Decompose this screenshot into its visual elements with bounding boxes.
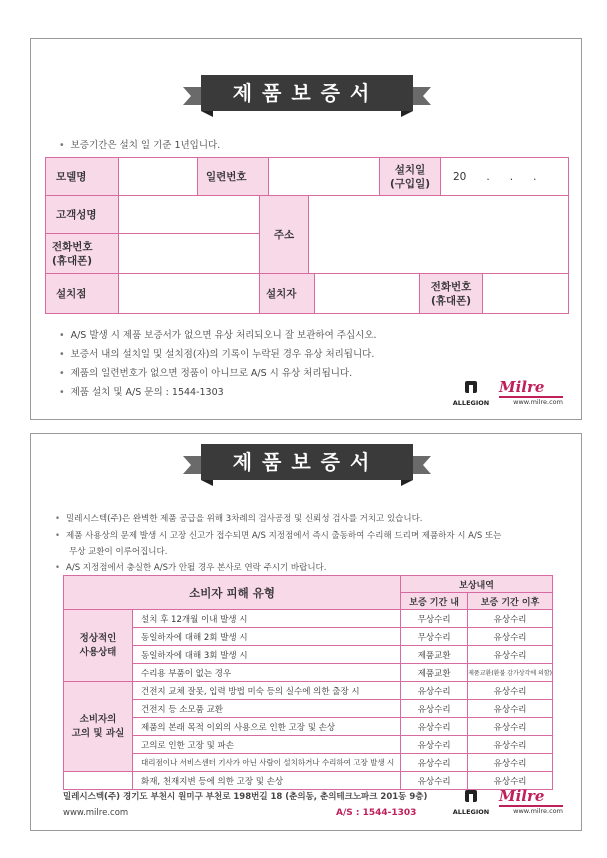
note-1: • A/S 발생 시 제품 보증서가 없으면 유상 처리되오니 잘 보관하여 주십시오.	[59, 327, 377, 341]
table-row-after: 유상수리	[468, 682, 553, 700]
company-url[interactable]: www.milre.com	[63, 808, 129, 818]
table-row-after: 유상수리	[468, 700, 553, 718]
table-row-within: 유상수리	[401, 754, 468, 772]
table-row-within: 무상수리	[401, 628, 468, 646]
serial-label: 일련번호	[198, 158, 269, 196]
phone-field[interactable]	[119, 234, 260, 274]
table-row-within: 유상수리	[401, 736, 468, 754]
model-field[interactable]	[119, 158, 198, 196]
model-label: 모델명	[46, 158, 119, 196]
allegion-icon	[462, 379, 480, 395]
table-row-after: 유상수리	[468, 628, 553, 646]
warranty-period-note: • 보증기간은 설치 일 기준 1년입니다.	[59, 137, 220, 151]
table-row-desc: 대리점이나 서비스센터 기사가 아닌 사람이 설치하거나 수리하여 고장 발생 시	[133, 754, 401, 772]
warranty-card-2	[30, 433, 582, 831]
customer-form	[45, 195, 569, 274]
registration-form	[45, 157, 569, 196]
allegion-logo: ALLEGION	[449, 379, 493, 407]
install-store-label: 설치점	[46, 274, 119, 314]
table-row-after: 유상수리	[468, 772, 553, 790]
warranty-card-1	[30, 38, 582, 420]
table-row-desc: 화재, 천재지변 등에 의한 고장 및 손상	[133, 772, 401, 790]
address-field[interactable]	[309, 196, 569, 274]
install-store-field[interactable]	[119, 274, 260, 314]
table-row-within: 제품교환	[401, 646, 468, 664]
installer-field[interactable]	[315, 274, 420, 314]
table-row-desc: 제품의 본래 목적 이외의 사용으로 인한 고장 및 손상	[133, 718, 401, 736]
install-date-field[interactable]: 20 . . .	[441, 158, 569, 196]
table-row-within: 무상수리	[401, 610, 468, 628]
milre-logo: Milre www.milre.com	[499, 787, 563, 815]
note-4: • 제품 설치 및 A/S 문의 : 1544-1303	[59, 384, 224, 398]
compensation-header: 보상내역	[401, 576, 553, 593]
serial-field[interactable]	[269, 158, 380, 196]
note-3: • A/S 지정점에서 충실한 A/S가 안될 경우 본사로 연락 주시기 바랍니다.	[55, 561, 326, 573]
allegion-logo: ALLEGION	[449, 788, 493, 816]
table-row-within: 유상수리	[401, 700, 468, 718]
table-row-within: 유상수리	[401, 718, 468, 736]
after-warranty-header: 보증 기간 이후	[468, 593, 553, 610]
table-row-desc: 동일하자에 대해 3회 발생 시	[133, 646, 401, 664]
as-phone: A/S : 1544-1303	[336, 808, 417, 818]
phone-label: 전화번호 (휴대폰)	[46, 234, 119, 274]
milre-logo: Milre www.milre.com	[499, 378, 563, 406]
group-normal-use: 정상적인 사용상태	[64, 610, 133, 682]
within-warranty-header: 보증 기간 내	[401, 593, 468, 610]
installer-phone-field[interactable]	[483, 274, 569, 314]
customer-name-field[interactable]	[119, 196, 260, 234]
table-row-after: 유상수리	[468, 610, 553, 628]
table-row-after: 유상수리	[468, 754, 553, 772]
installer-label: 설치자	[260, 274, 315, 314]
note-3: • 제품의 일련번호가 없으면 정품이 아니므로 A/S 시 유상 처리됩니다.	[59, 365, 352, 379]
card-title: 제품보증서	[232, 450, 380, 474]
table-row-within: 유상수리	[401, 682, 468, 700]
table-row-desc: 수리용 부품이 없는 경우	[133, 664, 401, 682]
table-row-desc: 고의로 인한 고장 및 파손	[133, 736, 401, 754]
table-row-after: 유상수리	[468, 718, 553, 736]
customer-name-label: 고객성명	[46, 196, 119, 234]
company-address: 밀레시스텍(주) 경기도 부천시 원미구 부천로 198번길 18 (춘의동, 춘의테크노파크 201동 9층)	[63, 792, 428, 802]
table-row-desc: 설치 후 12개월 이내 발생 시	[133, 610, 401, 628]
table-row-within: 유상수리	[401, 772, 468, 790]
note-2-cont: 무상 교환이 이루어집니다.	[69, 547, 168, 557]
table-row-after: 유상수리	[468, 736, 553, 754]
note-1: • 밀레시스텍(주)은 완벽한 제품 공급을 위해 3차례의 검사공정 및 신뢰성 검사를 거치고 있습니다.	[55, 512, 423, 524]
installer-phone-label: 전화번호 (휴대폰)	[420, 274, 483, 314]
damage-type-header: 소비자 피해 유형	[64, 576, 401, 610]
table-row-after: 제품교환(환불 감가상각에 의함)	[468, 664, 553, 682]
card-title: 제품보증서	[232, 81, 380, 105]
table-row-within: 제품교환	[401, 664, 468, 682]
table-row-desc: 건전지 등 소모품 교환	[133, 700, 401, 718]
table-row-desc: 동일하자에 대해 2회 발생 시	[133, 628, 401, 646]
allegion-icon	[462, 788, 480, 804]
note-2: • 보증서 내의 설치일 및 설치점(자)의 기록이 누락된 경우 유상 처리됩니다.	[59, 346, 374, 360]
install-date-label: 설치일 (구입일)	[380, 158, 441, 196]
table-row-desc: 건전지 교체 잘못, 입력 방법 미숙 등의 실수에 의한 출장 시	[133, 682, 401, 700]
note-2: • 제품 사용상의 문제 발생 시 고장 신고가 접수되면 A/S 지정점에서 즉시 출동하여 수리해 드리며 제품하자 시 A/S 또는	[55, 529, 501, 541]
installer-form	[45, 273, 569, 314]
compensation-table	[63, 575, 553, 790]
address-label: 주소	[260, 196, 309, 274]
group-consumer-fault: 소비자의 고의 및 과실	[64, 682, 133, 772]
table-row-after: 유상수리	[468, 646, 553, 664]
